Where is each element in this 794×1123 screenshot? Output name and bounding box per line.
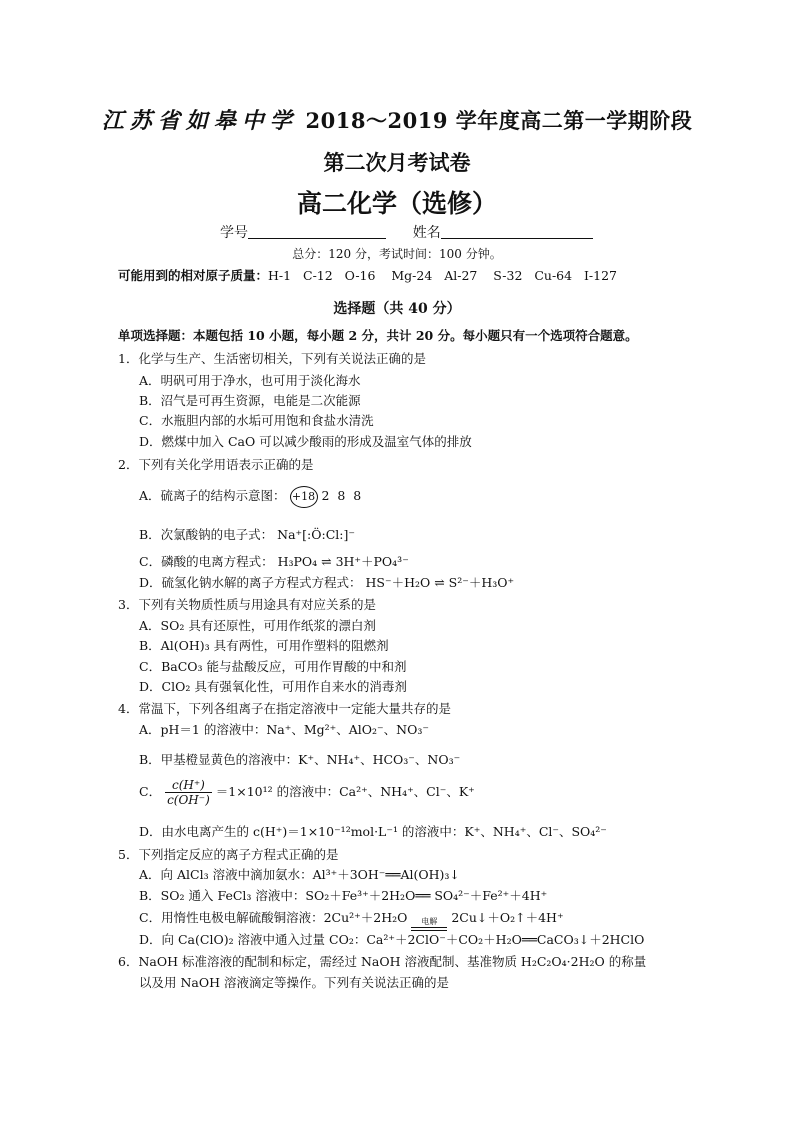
q5-option-d: D．向 Ca(ClO)₂ 溶液中通入过量 CO₂：Ca²⁺＋2ClO⁻＋CO₂＋H₂O══CaCO₃↓＋2HClO — [139, 932, 645, 947]
ratio-denominator: c(OH⁻) — [167, 793, 210, 807]
q5-option-b: B．SO₂ 通入 FeCl₃ 溶液中：SO₂＋Fe³⁺＋2H₂O══ SO₄²⁻＋Fe²⁺＋4H⁺ — [139, 888, 548, 903]
q5-option-c — [139, 908, 564, 931]
q2-option-d — [139, 573, 514, 591]
section-title: 选择题（共 40 分） — [333, 301, 461, 317]
q2-a-text: A．硫离子的结构示意图： — [139, 488, 286, 503]
q2-option-b — [139, 525, 355, 543]
q6-stem-line2: 以及用 NaOH 溶液滴定等操作。下列有关说法正确的是 — [139, 975, 449, 990]
exam-meta: 总分：120 分，考试时间：100 分钟。 — [292, 247, 502, 261]
name-label: 姓名 — [412, 225, 441, 241]
q2-c-formula: H₃PO₄ ⇌ 3H⁺＋PO₄³⁻ — [277, 554, 409, 569]
q4-option-a: A．pH＝1 的溶液中：Na⁺、Mg²⁺、AlO₂⁻、NO₃⁻ — [139, 722, 429, 737]
q1-option-c: C．水瓶胆内部的水垢可用饱和食盐水清洗 — [139, 413, 374, 428]
q2-c-text: C．磷酸的电离方程式： — [139, 554, 274, 569]
mass-values: H-1 C-12 O-16 Mg-24 Al-27 S-32 Cu-64 I-127 — [268, 268, 618, 283]
q2-option-a — [139, 486, 361, 508]
q4-option-c — [139, 778, 475, 807]
q5-stem: 5．下列指定反应的离子方程式正确的是 — [118, 847, 339, 862]
q2-d-text: D．硫氢化钠水解的离子方程式方程式： — [139, 575, 362, 590]
nucleus-icon: +18 — [290, 486, 318, 508]
q4-c-prefix: C． — [139, 784, 162, 799]
q1-stem: 1．化学与生产、生活密切相关，下列有关说法正确的是 — [118, 351, 426, 366]
student-no-label: 学号 — [220, 225, 248, 241]
concentration-ratio — [165, 778, 212, 807]
subject-title: 高二化学（选修） — [296, 189, 497, 218]
q2-b-formula: Na⁺[:Ö:Cl:]⁻ — [277, 527, 355, 542]
ratio-numerator: c(H⁺) — [165, 778, 212, 793]
student-no-blank[interactable] — [248, 224, 386, 239]
q4-option-d: D．由水电离产生的 c(H⁺)＝1×10⁻¹²mol·L⁻¹ 的溶液中：K⁺、NH₄⁺、Cl⁻、SO₄²⁻ — [139, 824, 607, 839]
name-blank[interactable] — [441, 224, 593, 239]
q3-stem: 3．下列有关物质性质与用途具有对应关系的是 — [118, 597, 376, 612]
q3-option-d: D．ClO₂ 具有强氧化性，可用作自来水的消毒剂 — [139, 679, 407, 694]
q3-option-a: A．SO₂ 具有还原性，可用作纸浆的漂白剂 — [139, 618, 376, 633]
q3-option-c: C．BaCO₃ 能与盐酸反应，可用作胃酸的中和剂 — [139, 659, 407, 674]
q1-option-d: D．燃煤中加入 CaO 可以减少酸雨的形成及温室气体的排放 — [139, 434, 472, 449]
q4-option-b: B．甲基橙显黄色的溶液中：K⁺、NH₄⁺、HCO₃⁻、NO₃⁻ — [139, 752, 461, 767]
atomic-masses — [118, 266, 617, 284]
q2-b-text: B．次氯酸钠的电子式： — [139, 527, 274, 542]
q2-d-formula: HS⁻＋H₂O ⇌ S²⁻＋H₃O⁺ — [365, 575, 515, 590]
exam-title-line2: 第二次月考试卷 — [323, 150, 471, 175]
q1-option-b: B．沼气是可再生资源，电能是二次能源 — [139, 393, 361, 408]
q5-option-a: A．向 AlCl₃ 溶液中滴加氨水：Al³⁺＋3OH⁻══Al(OH)₃↓ — [139, 867, 460, 882]
school-name: 江苏省如皋中学 — [101, 108, 298, 134]
q4-stem: 4．常温下，下列各组离子在指定溶液中一定能大量共存的是 — [118, 701, 451, 716]
exam-title-line1 — [0, 104, 794, 135]
q6-stem-line1: 6．NaOH 标准溶液的配制和标定，需经过 NaOH 溶液配制、基准物质 H₂C₂O₄·2H₂O 的称量 — [118, 954, 647, 969]
q4-c-rest: ＝1×10¹² 的溶液中：Ca²⁺、NH₄⁺、Cl⁻、K⁺ — [215, 784, 475, 799]
electrolysis-label: 电解 — [421, 917, 438, 926]
mass-label: 可能用到的相对原子质量： — [118, 268, 269, 283]
student-info — [220, 222, 593, 242]
q2-option-c — [139, 552, 409, 570]
q2-stem: 2．下列有关化学用语表示正确的是 — [118, 457, 314, 472]
q1-option-a: A．明矾可用于净水，也可用于淡化海水 — [139, 373, 361, 388]
q3-option-b: B．Al(OH)₃ 具有两性，可用作塑料的阻燃剂 — [139, 638, 389, 653]
electron-shells: 2 8 8 — [321, 488, 362, 503]
section-instruction: 单项选择题：本题包括 10 小题，每小题 2 分，共计 20 分。每小题只有一个选项符合题意。 — [118, 328, 638, 343]
q5-c-rest: 2Cu↓＋O₂↑＋4H⁺ — [451, 910, 564, 925]
q5-c-prefix: C．用惰性电极电解硫酸铜溶液：2Cu²⁺＋2H₂O — [139, 910, 408, 925]
title-rest: 2018～2019 学年度高二第一学期阶段 — [305, 108, 693, 133]
